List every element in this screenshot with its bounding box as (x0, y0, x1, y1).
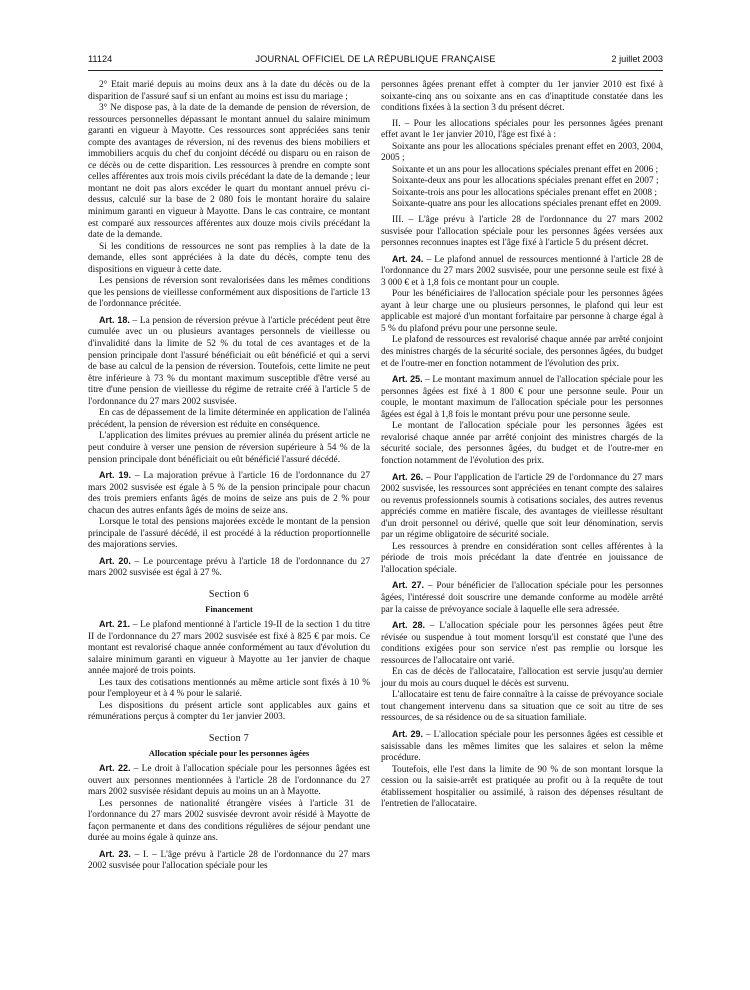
article-label: Art. 22. (99, 763, 131, 774)
article-27 (381, 580, 663, 616)
article-text: – Le pourcentage prévu à l'article 18 de l'ordonnance du 27 mars 2002 susvisée est égal à 27 %. (88, 556, 370, 579)
article-text: – L'allocation spéciale pour les personnes âgées peut être révisée ou suspendue à tout moment lorsqu'il est constaté que l'une des conditions exigées pour son service n'est pas remplie ou lorsque les ressources de l'allocataire ont varié. (381, 621, 664, 666)
article-text: – Le plafond mentionné à l'article 19-II de la section 1 du titre II de l'ordonnance du 27 mars 2002 susvisée est fixé à 825 € par mois. Ce montant est revalorisé chaque année conformément au taux d'évolution du salaire minimum garanti en vigueur à Mayotte au 1er janvier de chaque année majoré de trois points. (88, 620, 370, 677)
header-rule (88, 70, 663, 71)
article-label: Art. 24. (392, 253, 424, 264)
paragraph: L'allocataire est tenu de faire connaître à la caisse de prévoyance sociale tout changement intervenu dans sa situation que ce soit au titre de ses ressources, de sa résidence ou de sa situation familiale. (381, 690, 663, 724)
page-header (88, 54, 663, 70)
article-label: Art. 26. (392, 471, 424, 482)
paragraph: 2° Etait marié depuis au moins deux ans à la date du décès ou de la disparition de l'assuré sauf si un enfant au moins est issu du mariage ; (88, 80, 370, 102)
article-text: – Le plafond annuel de ressources mentionné à l'article 28 de l'ordonnance du 27 mars 2002 susvisée, pour une personne seule est fixé à 3 000 € et à 1,8 fois ce montant pour un couple. (381, 254, 664, 288)
paragraph: Les ressources à prendre en considération sont celles afférentes à la période de trois mois précédant la date d'entrée en jouissance de l'allocation spéciale. (381, 541, 663, 575)
article-text: – Pour bénéficier de l'allocation spéciale pour les personnes âgées, l'intéressé doit souscrire une demande conforme au modèle arrêté par la caisse de prévoyance sociale à laquelle elle sera adressée. (381, 581, 663, 615)
section-title: Allocation spéciale pour les personnes âgées (148, 747, 310, 758)
paragraph: Soixante-quatre ans pour les allocations spéciales prenant effet en 2009. (392, 199, 662, 210)
paragraph: Les pensions de réversion sont revalorisées dans les mêmes conditions que les pensions de vieillesse conformément aux dispositions de l'article 13 de l'ordonnance précitée. (88, 276, 370, 310)
paragraph: En cas de décès de l'allocataire, l'allocation est servie jusqu'au dernier jour du mois au cours duquel le décès est survenu. (381, 667, 663, 689)
paragraph: Soixante-trois ans pour les allocations spéciales prenant effet en 2008 ; (392, 187, 658, 198)
section-heading: Section 6 (208, 588, 250, 600)
article-text: – Pour l'application de l'article 29 de l'ordonnance du 27 mars 2002 susvisée, les ressources sont appréciées en tenant compte des salaires ou revenus professionnels soumis à cotisations sociales, des autres revenus appréciés comme en matière fiscale, des avantages de vieillesse résultant d'un droit personnel ou dérivé, quelle que soit leur dénomination, servis par un régime obligatoire de sécurité sociale. (381, 472, 663, 541)
paragraph: L'application des limites prévues au premier alinéa du présent article ne peut conduire à verser une pension de réversion supérieure à 54 % de la pension principale dont bénéficiait ou eût bénéficié l'assuré décédé. (88, 431, 370, 465)
right-column (381, 80, 663, 811)
article-22 (88, 763, 370, 799)
article-label: Art. 23. (99, 848, 131, 859)
paragraph: En cas de dépassement de la limite déterminée en application de l'alinéa précédent, la pension de réversion est réduite en conséquence. (88, 408, 370, 430)
section-heading: Section 7 (208, 732, 250, 744)
paragraph: Les personnes de nationalité étrangère visées à l'article 31 de l'ordonnance du 27 mars 2002 susvisée devront avoir résidé à Mayotte de façon permanente et dans des conditions régulières de séjour pendant une durée au moins égale à quinze ans. (88, 798, 370, 844)
article-21 (88, 619, 370, 678)
article-label: Art. 20. (99, 555, 131, 566)
paragraph: Le plafond de ressources est revalorisé chaque année par arrêté conjoint des ministres chargés de la sécurité sociale, des personnes âgées, du budget et de l'outre-mer en fonction notamment de l'évolution des prix. (381, 335, 663, 369)
article-29 (381, 729, 663, 765)
article-text: – La pension de réversion prévue à l'article précédent peut être cumulée avec un ou plusieurs avantages personnels de vieillesse ou d'invalidité dans la limite de 52 % du total de ces avantages et de la pension principale dont l'assuré bénéficiait ou eût bénéficié et qui a servi de base au calcul de la pension de réversion. Toutefois, cette limite ne peut être inférieure à 73 % du montant maximum susceptible d'être versé au titre d'une pension de vieillesse du régime de retraite créé à l'article 5 de l'ordonnance du 27 mars 2002 susvisée. (88, 315, 371, 407)
article-label: Art. 29. (392, 728, 424, 739)
article-label: Art. 27. (392, 580, 424, 591)
paragraph: Toutefois, elle l'est dans la limite de 90 % de son montant lorsque la cession ou la saisie-arrêt est pratiquée au profit ou à la requête de tout établissement hospitalier ou assimilé, à raison des dépenses résultant de l'entretien de l'allocataire. (381, 764, 663, 810)
paragraph: Soixante et un ans pour les allocations spéciales prenant effet en 2006 ; (392, 164, 659, 175)
article-text: – L'allocation spéciale pour les personnes âgées est cessible et saisissable dans les mêmes limites que les salaires et selon la même procédure. (381, 729, 663, 764)
page-number: 11124 (88, 54, 113, 64)
section-title: Financement (205, 603, 253, 614)
paragraph: 3° Ne dispose pas, à la date de la demande de pension de réversion, de ressources personnelles dépassant le montant annuel du salaire minimum garanti en vigueur à Mayotte. Ces ressources sont appréciées sans tenir compte des avantages de réversion, ni des revenus des biens mobiliers et immobiliers acquis du chef du conjoint décédé ou disparu ou en raison de ce décès ou de cette disparition. Les ressources à prendre en compte sont celles afférentes aux trois mois civils précédant la date de la demande ; leur montant ne doit pas alors excéder le quart du montant annuel prévu ci-dessus, calculé sur la base de 2 080 fois le montant horaire du salaire minimum garanti en vigueur à Mayotte. Dans le cas contraire, ce montant est comparé aux ressources afférentes aux douze mois civils précédant la date de la demande. (88, 103, 370, 241)
article-24 (381, 254, 663, 290)
paragraph: Si les conditions de ressources ne sont pas remplies à la date de la demande, elles sont appréciées à la date du décès, compte tenu des dispositions en vigueur à cette date. (88, 241, 370, 275)
paragraph: Soixante-deux ans pour les allocations spéciales prenant effet en 2007 ; (392, 176, 659, 187)
paragraph: III. – L'âge prévu à l'article 28 de l'ordonnance du 27 mars 2002 susvisée pour l'allocation spéciale pour les personnes âgées versées aux personnes reconnues inaptes est l'âge fixé à l'article 5 du présent décret. (381, 215, 663, 249)
article-25 (381, 374, 663, 421)
paragraph: Pour les bénéficiaires de l'allocation spéciale pour les personnes âgées ayant à leur charge une ou plusieurs personnes, le plafond qui leur est applicable est majoré d'un montant forfaitaire par personne à charge égal à 5 % du plafond prévu pour une personne seule. (381, 289, 663, 334)
article-text: – Le montant maximum annuel de l'allocation spéciale pour les personnes âgées est fixé à 1 800 € pour une personne seule. Pour un couple, le montant maximum de l'allocation spéciale pour les personnes âgées est égal à 1,8 fois le montant prévu pour une personne seule. (381, 375, 664, 420)
paragraph: personnes âgées prenant effet à compter du 1er janvier 2010 est fixé à soixante-cinq ans ou soixante ans en cas d'inaptitude constatée dans les conditions fixées à la section 3 du présent décret. (381, 80, 663, 114)
article-23 (88, 849, 370, 873)
paragraph: Lorsque le total des pensions majorées excède le montant de la pension principale de l'assuré décédé, il est procédé à la réduction proportionnelle des majorations servies. (88, 517, 370, 551)
left-column (88, 80, 370, 873)
article-label: Art. 18. (99, 314, 130, 325)
article-text: – I. – L'âge prévu à l'article 28 de l'ordonnance du 27 mars 2002 susvisée pour l'allocation spéciale pour les (88, 849, 370, 872)
paragraph: Les taux des cotisations mentionnés au même article sont fixés à 10 % pour l'employeur et à 4 % pour le salarié. (88, 677, 370, 700)
article-text: – La majoration prévue à l'article 16 de l'ordonnance du 27 mars 2002 susvisée est égale à 5 % de la pension principale pour chacun des trois premiers enfants âgés de moins de seize ans puis de 2 % pour chacun des autres enfants âgés de moins de seize ans. (88, 471, 371, 516)
journal-title: JOURNAL OFFICIEL DE LA RÉPUBLIQUE FRANÇAISE (255, 54, 496, 64)
paragraph: Le montant de l'allocation spéciale pour les personnes âgées est revalorisé chaque année par arrêté conjoint des ministres chargés de la sécurité sociale, des personnes âgées, du budget et de l'outre-mer en fonction notamment de l'évolution des prix. (381, 421, 663, 466)
paragraph: Soixante ans pour les allocations spéciales prenant effet en 2003, 2004, 2005 ; (381, 141, 663, 164)
article-18 (88, 315, 370, 408)
article-label: Art. 19. (99, 470, 132, 481)
article-text: – Le droit à l'allocation spéciale pour les personnes âgées est ouvert aux personnes mentionnées à l'article 28 de l'ordonnance du 27 mars 2002 susvisée résidant depuis au moins un an à Mayotte. (88, 764, 370, 798)
paragraph: II. – Pour les allocations spéciales pour les personnes âgées prenant effet avant le 1er janvier 2010, l'âge est fixé à : (381, 118, 663, 141)
article-label: Art. 25. (392, 374, 423, 385)
article-label: Art. 28. (392, 620, 425, 631)
article-26 (381, 472, 663, 542)
article-label: Art. 21. (99, 619, 130, 630)
publication-date: 2 juillet 2003 (611, 54, 663, 64)
article-28 (381, 620, 663, 667)
article-20 (88, 556, 370, 580)
paragraph: Les dispositions du présent article sont applicables aux gains et rémunérations perçus à compter du 1er janvier 2003. (88, 700, 370, 723)
article-19 (88, 470, 370, 517)
